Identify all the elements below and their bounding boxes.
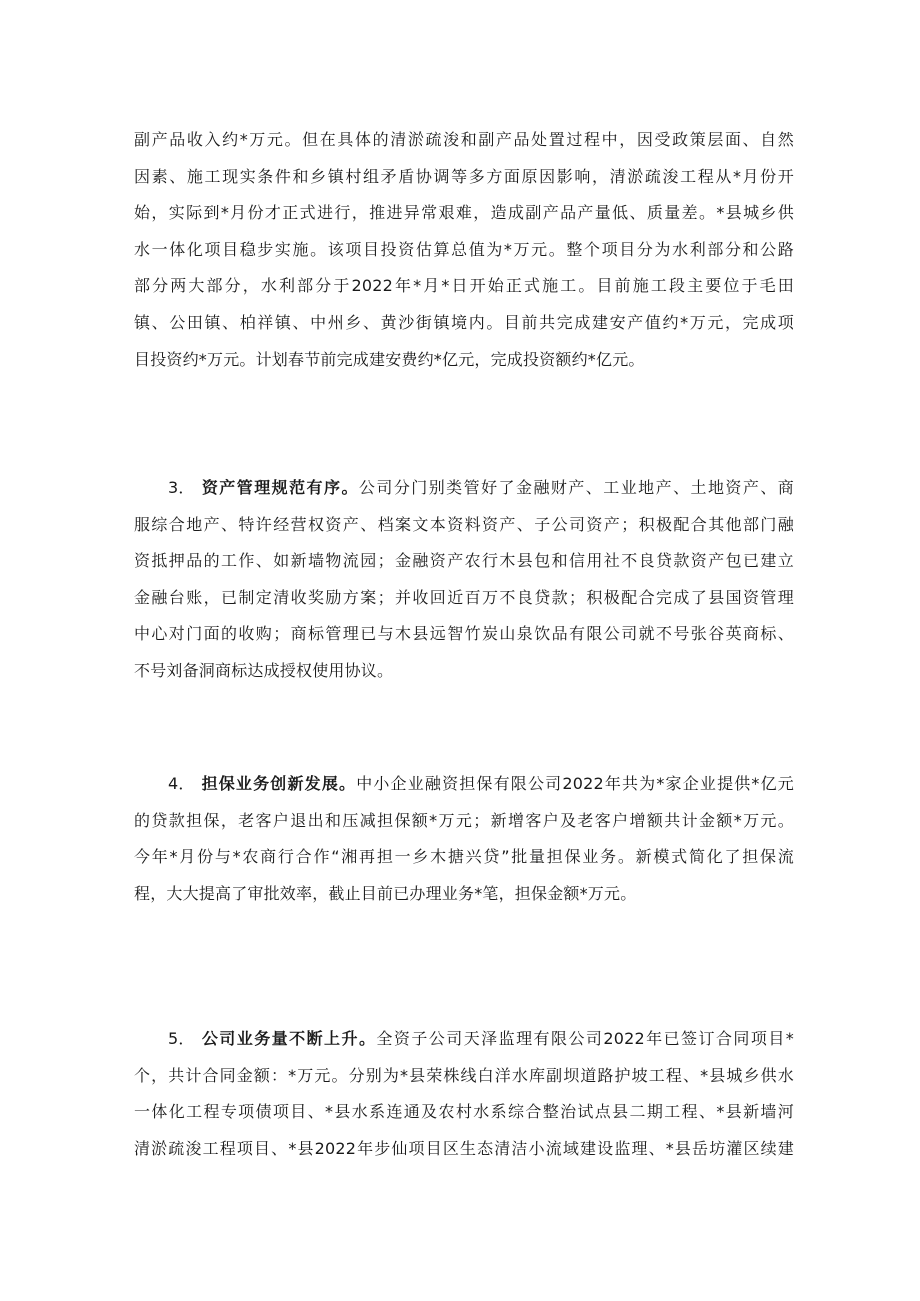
text-line: 今年*月份与*农商行合作“湘再担一乡木搪兴贷”批量担保业务。新模式简化了担保流 [134, 847, 794, 867]
text-line: 目投资约*万元。计划春节前完成建安费约*亿元，完成投资额约*亿元。 [134, 349, 645, 369]
text-line: 副产品收入约*万元。但在具体的清淤疏浚和副产品处置过程中，因受政策层面、自然 [134, 130, 794, 149]
paragraph-first-line [134, 766, 794, 803]
text-line: 部分两大部分，水利部分于2022年*月*日开始正式施工。目前施工段主要位于毛田 [134, 276, 794, 296]
paragraph-guarantee-business [134, 766, 794, 912]
text-line: 中心对门面的收购；商标管理已与木县远智竹炭山泉饮品有限公司就不号张谷英商标、 [134, 624, 794, 644]
text-line: 程，大大提高了审批效率，截止目前已办理业务*笔，担保金额*万元。 [134, 883, 637, 903]
text-line: 不号刘备洞商标达成授权使用协议。 [134, 660, 394, 680]
text-line: 金融台账，已制定清收奖励方案；并收回近百万不良贷款；积极配合完成了县国资管理 [134, 587, 794, 607]
section-heading: 公司业务量不断上升。 [200, 1029, 377, 1048]
text-run: 公司分门别类管好了金融财产、工业地产、土地资产、商 [358, 478, 794, 497]
section-number: 5． [168, 1029, 195, 1048]
section-heading: 担保业务创新发展。 [200, 774, 357, 793]
text-line: 清淤疏浚工程项目、*县2022年步仙项目区生态清洁小流域建设监理、*县岳坊灌区续建 [134, 1138, 794, 1158]
text-line: 的贷款担保，老客户退出和压减担保额*万元；新增客户及老客户增额共计金额*万元。 [134, 810, 794, 830]
text-line: 服综合地产、特许经营权资产、档案文本资料资产、子公司资产；积极配合其他部门融 [134, 514, 794, 534]
text-line: 始，实际到*月份才正式进行，推进异常艰难，造成副产品产量低、质量差。*县城乡供 [134, 203, 794, 223]
section-heading: 资产管理规范有序。 [200, 478, 359, 497]
section-number: 3． [168, 478, 195, 497]
paragraph-business-volume [134, 1021, 794, 1167]
text-line: 个，共计合同金额：*万元。分别为*县荣株线白洋水库副坝道路护坡工程、*县城乡供水 [134, 1065, 794, 1085]
text-line: 资抵押品的工作、如新墙物流园；金融资产农行木县包和信用社不良贷款资产包已建立 [134, 551, 794, 571]
text-run: 全资子公司天泽监理有限公司2022年已签订合同项目* [376, 1029, 794, 1048]
paragraph-continuation [134, 122, 794, 378]
paragraph-first-line [134, 470, 794, 507]
text-line: 因素、施工现实条件和乡镇村组矛盾协调等多方面原因影响，清淤疏浚工程从*月份开 [134, 166, 794, 186]
text-run: 中小企业融资担保有限公司2022年共为*家企业提供*亿元 [356, 774, 794, 793]
text-line: 一体化工程专项债项目、*县水系连通及农村水系综合整治试点县二期工程、*县新墙河 [134, 1102, 794, 1122]
paragraph-asset-management [134, 470, 794, 690]
section-number: 4． [168, 774, 195, 793]
paragraph-first-line [134, 1021, 794, 1058]
text-line: 水一体化项目稳步实施。该项目投资估算总值为*万元。整个项目分为水利部分和公路 [134, 239, 794, 259]
text-line: 镇、公田镇、柏祥镇、中州乡、黄沙街镇境内。目前共完成建安产值约*万元，完成项 [134, 312, 794, 332]
